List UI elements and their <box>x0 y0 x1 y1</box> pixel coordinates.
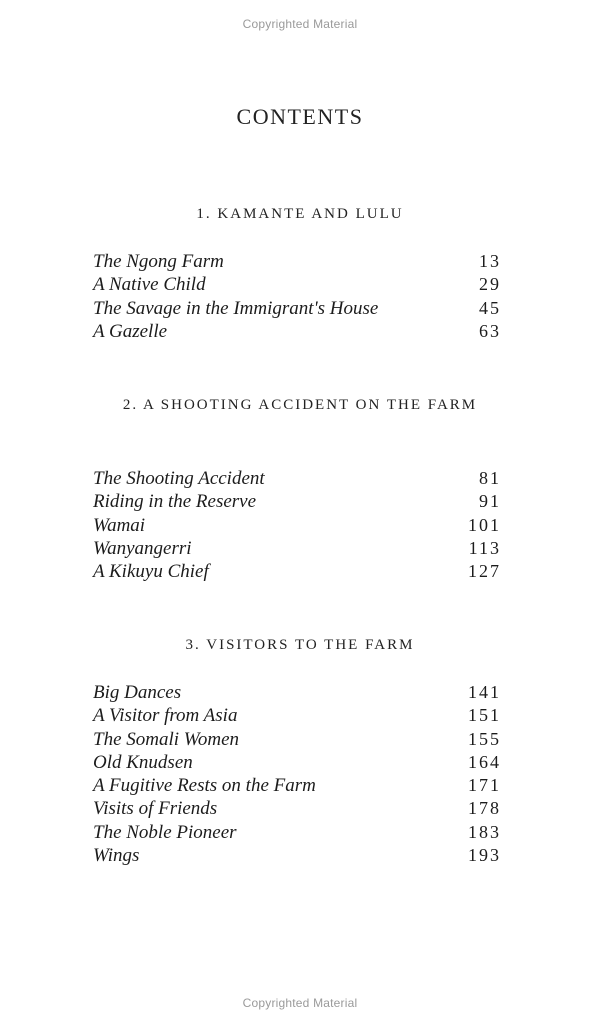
toc-entry <box>93 728 501 751</box>
entry-page: 164 <box>468 751 501 772</box>
entry-title: The Shooting Accident <box>93 468 265 489</box>
entry-title: Visits of Friends <box>93 798 218 820</box>
toc-entry <box>93 250 501 273</box>
entry-title: The Ngong Farm <box>93 251 224 272</box>
entry-title: A Fugitive Rests on the Farm <box>93 775 316 797</box>
toc-entry <box>93 751 501 774</box>
entry-page: 81 <box>479 468 501 488</box>
entry-title: Wanyangerri <box>93 537 192 559</box>
toc-entry <box>93 704 501 727</box>
entry-page: 183 <box>468 821 501 842</box>
toc-entry <box>93 844 501 867</box>
watermark-top: Copyrighted Material <box>242 17 358 31</box>
toc-entry <box>93 774 501 797</box>
entry-title: Wamai <box>93 514 146 536</box>
toc-entry <box>93 297 501 320</box>
entry-page: 141 <box>468 682 501 702</box>
toc-entry <box>93 467 501 490</box>
toc-entry <box>93 490 501 513</box>
toc-entry <box>93 273 501 296</box>
section-2-entries <box>93 467 501 583</box>
entry-page: 113 <box>468 537 501 558</box>
entry-title: A Native Child <box>93 274 206 296</box>
entry-page: 13 <box>479 251 501 271</box>
entry-page: 45 <box>479 297 501 318</box>
entry-page: 193 <box>468 845 501 866</box>
section-heading-3: 3. VISITORS TO THE FARM <box>185 637 415 653</box>
page-title: CONTENTS <box>236 104 364 129</box>
entry-title: The Noble Pioneer <box>93 821 237 843</box>
section-heading-1: 1. KAMANTE AND LULU <box>196 206 404 222</box>
toc-entry <box>93 681 501 704</box>
entry-page: 178 <box>468 798 501 819</box>
entry-page: 155 <box>468 728 501 749</box>
entry-page: 171 <box>468 775 501 796</box>
entry-title: A Gazelle <box>93 320 168 342</box>
toc-entry <box>93 560 501 583</box>
entry-title: A Kikuyu Chief <box>93 561 209 583</box>
entry-page: 29 <box>479 274 501 295</box>
toc-entry <box>93 537 501 560</box>
toc-entry <box>93 514 501 537</box>
watermark-bottom: Copyrighted Material <box>242 996 358 1010</box>
entry-page: 63 <box>479 320 501 341</box>
toc-entry <box>93 320 501 343</box>
entry-page: 127 <box>468 561 501 582</box>
entry-page: 91 <box>479 491 501 512</box>
section-heading-2: 2. A SHOOTING ACCIDENT ON THE FARM <box>122 397 478 413</box>
entry-title: The Savage in the Immigrant's House <box>93 297 379 319</box>
entry-page: 151 <box>468 705 501 726</box>
entry-title: Riding in the Reserve <box>93 491 257 513</box>
toc-entry <box>93 797 501 820</box>
entry-title: The Somali Women <box>93 728 240 750</box>
entry-title: Big Dances <box>93 682 182 703</box>
toc-entry <box>93 821 501 844</box>
section-1-entries <box>93 250 501 343</box>
entry-page: 101 <box>468 514 501 535</box>
entry-title: Old Knudsen <box>93 751 193 773</box>
entry-title: A Visitor from Asia <box>93 705 238 727</box>
entry-title: Wings <box>93 845 140 867</box>
section-3-entries <box>93 681 501 867</box>
